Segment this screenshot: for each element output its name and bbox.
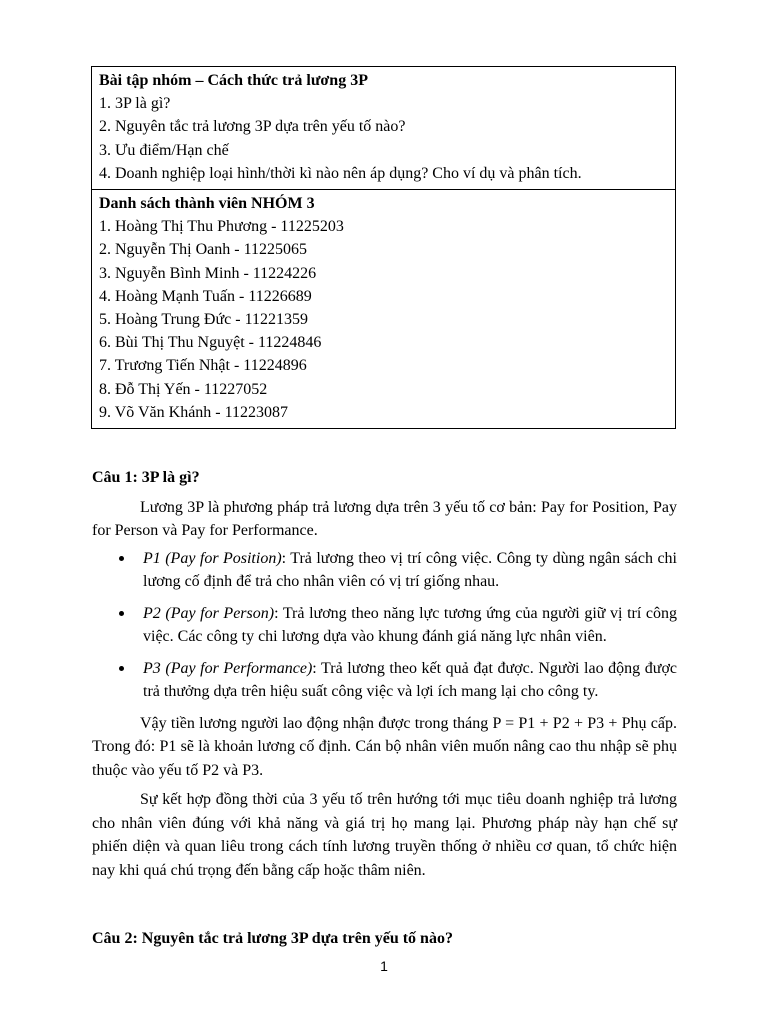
- bullet-icon: [119, 666, 124, 671]
- bullet-icon: [119, 556, 124, 561]
- page-number: 1: [380, 958, 388, 974]
- bullet-text: : Trả lương theo kết quả đạt được. Người lao động được trả thưởng dựa trên hiệu suất công việc và lợi ích mang lại cho công ty.: [143, 659, 678, 700]
- bullet-icon: [119, 611, 124, 616]
- bullet-text: : Trả lương theo năng lực tương ứng của người giữ vị trí công việc. Các công ty chi lương dựa vào khung đánh giá năng lực nhân viên.: [143, 604, 677, 645]
- bullet-item: [92, 657, 677, 704]
- bullet-list: [92, 547, 677, 704]
- section-1-paragraph: Vậy tiền lương người lao động nhận được trong tháng P = P1 + P2 + P3 + Phụ cấp. Trong đó: P1 sẽ là khoản lương cố định. Cán bộ nhân viên muốn nâng cao thu nhập sẽ phụ thuộc vào yếu tố P2 và P3.: [92, 714, 677, 779]
- member-item: 6. Bùi Thị Thu Nguyệt - 11224846: [99, 334, 322, 352]
- member-item: 2. Nguyễn Thị Oanh - 11225065: [99, 241, 307, 259]
- bullet-text: : Trả lương theo vị trí công việc. Công ty dùng ngân sách chi lương cố định để trả cho nhân viên có vị trí giống nhau.: [143, 549, 678, 590]
- members-title: Danh sách thành viên NHÓM 3: [99, 195, 315, 213]
- member-item: 9. Võ Văn Khánh - 11223087: [99, 403, 289, 421]
- members-section: [92, 189, 675, 428]
- task-item: 2. Nguyên tắc trả lương 3P dựa trên yếu tố nào?: [99, 118, 406, 136]
- bullet-term: P1 (Pay for Position): [143, 549, 282, 567]
- section-1-paragraph: Sự kết hợp đồng thời của 3 yếu tố trên hướng tới mục tiêu doanh nghiệp trả lương cho nhân viên đúng với khả năng và giá trị họ mang lại. Phương pháp này hạn chế sự phiến diện và quan liêu trong cách tính lương truyền thống ở nhiều cơ quan, tổ chức hiện nay khi quá chú trọng đến bằng cấp hoặc thâm niên.: [92, 791, 677, 879]
- task-item: 1. 3P là gì?: [99, 95, 171, 113]
- task-item: 3. Ưu điểm/Hạn chế: [99, 141, 229, 159]
- member-item: 1. Hoàng Thị Thu Phương - 11225203: [99, 218, 344, 236]
- info-box: [91, 66, 676, 429]
- task-title: Bài tập nhóm – Cách thức trả lương 3P: [99, 72, 368, 89]
- bullet-term: P2 (Pay for Person): [143, 604, 275, 622]
- member-item: 3. Nguyễn Bình Minh - 11224226: [99, 264, 317, 282]
- section-2-heading: Câu 2: Nguyên tắc trả lương 3P dựa trên yếu tố nào?: [92, 930, 453, 947]
- member-item: 8. Đỗ Thị Yến - 11227052: [99, 380, 268, 398]
- bullet-item: [92, 547, 677, 594]
- task-section: [92, 67, 675, 189]
- member-item: 7. Trương Tiến Nhật - 11224896: [99, 357, 307, 375]
- section-1-intro: Lương 3P là phương pháp trả lương dựa trên 3 yếu tố cơ bản: Pay for Position, Pay for Person và Pay for Performance.: [92, 498, 677, 539]
- bullet-term: P3 (Pay for Performance): [143, 659, 313, 677]
- bullet-item: [92, 602, 677, 649]
- task-item: 4. Doanh nghiệp loại hình/thời kì nào nên áp dụng? Cho ví dụ và phân tích.: [99, 164, 582, 182]
- section-1-heading: Câu 1: 3P là gì?: [92, 469, 200, 486]
- member-item: 4. Hoàng Mạnh Tuấn - 11226689: [99, 287, 312, 305]
- member-item: 5. Hoàng Trung Đức - 11221359: [99, 311, 308, 329]
- section-1: [92, 466, 677, 882]
